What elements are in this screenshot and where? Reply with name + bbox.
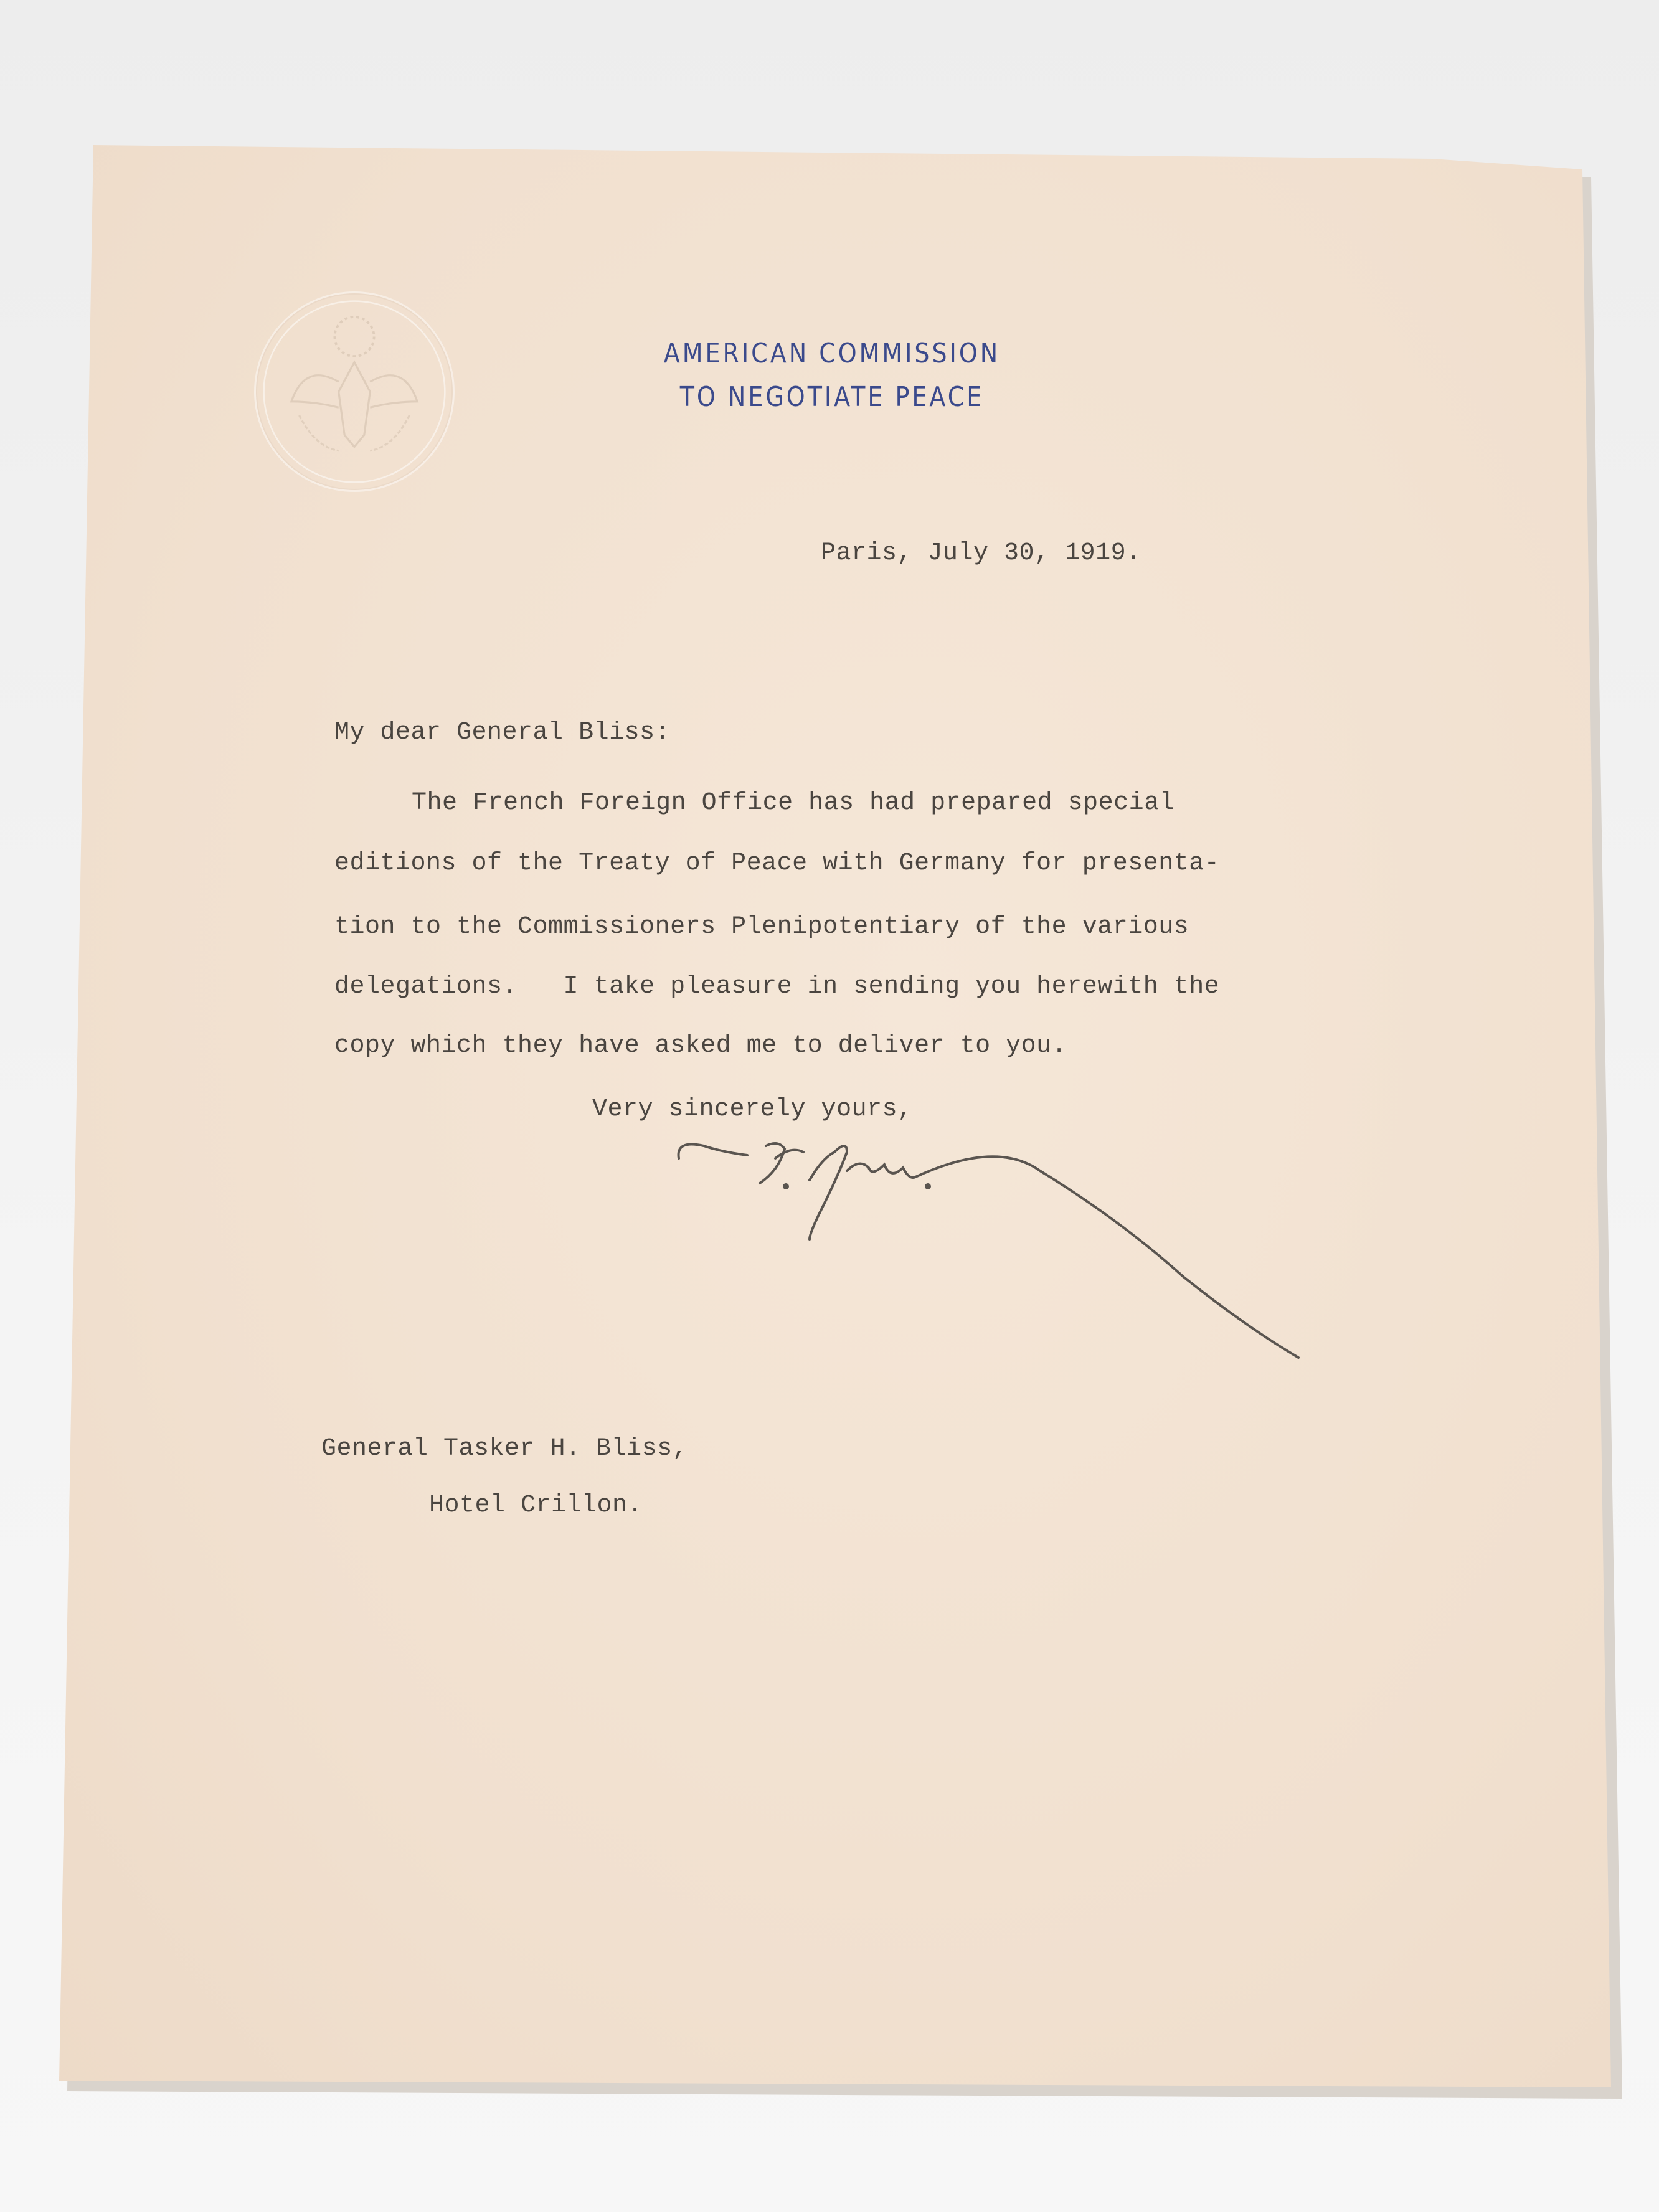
body-line: editions of the Treaty of Peace with Germany for presenta-: [334, 849, 1220, 877]
recipient-name: General Tasker H. Bliss,: [321, 1435, 688, 1463]
letterhead-line-2: TO NEGOTIATE PEACE: [679, 380, 985, 413]
letterhead-line-1: AMERICAN COMMISSION: [663, 337, 1001, 369]
body-line: copy which they have asked me to deliver to you.: [334, 1032, 1067, 1060]
body-line: The French Foreign Office has had prepared special: [412, 789, 1175, 817]
body-line: tion to the Commissioners Plenipotentiary of the various: [334, 913, 1189, 941]
recipient-address: Hotel Crillon.: [429, 1491, 643, 1520]
closing: Very sincerely yours,: [592, 1095, 913, 1123]
body-line: delegations. I take pleasure in sending you herewith the: [334, 973, 1220, 1001]
salutation: My dear General Bliss:: [334, 719, 671, 747]
letter-date: Paris, July 30, 1919.: [821, 539, 1141, 567]
